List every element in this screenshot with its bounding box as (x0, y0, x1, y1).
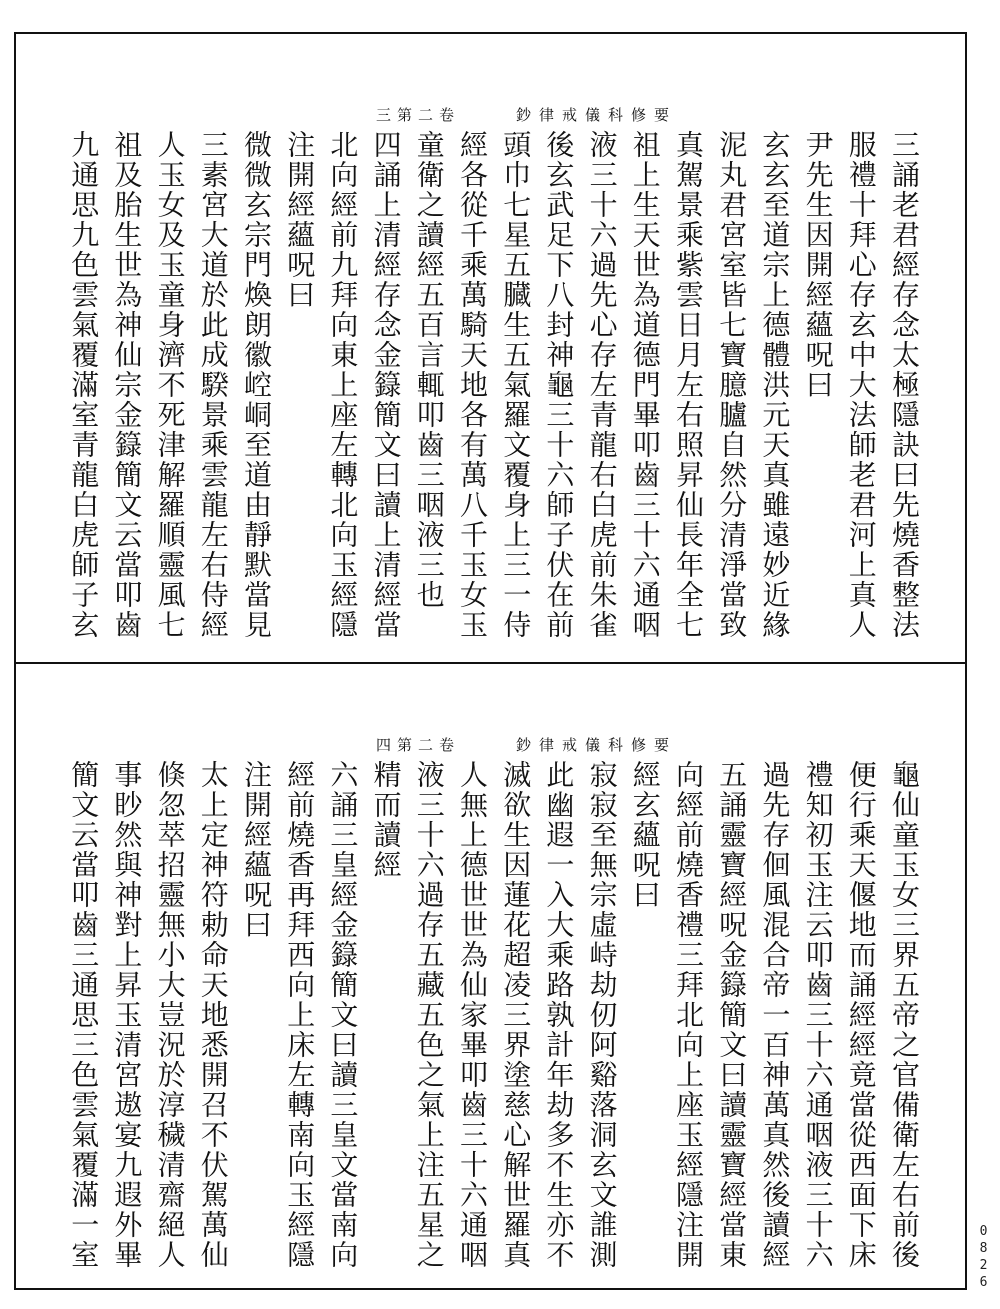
text-column: 禮知初玉注云叩齒三十六通咽液三十六 (801, 760, 835, 1270)
text-column: 經前燒香再拜西向上床左轉南向玉經隱 (283, 760, 317, 1270)
text-column: 液三十六過存五藏五色之氣上注五星之 (412, 760, 446, 1270)
top-text-columns (16, 130, 965, 648)
text-column: 童衛之讀經五百言輒叩齒三咽液三也 (412, 130, 446, 610)
text-column: 九通思九色雲氣覆滿室青龍白虎師子玄 (67, 130, 101, 640)
text-column: 尹先生因開經蘊呪曰 (801, 130, 835, 400)
bottom-text-columns (16, 760, 965, 1274)
text-column: 祖及胎生世為神仙宗金籙簡文云當叩齒 (110, 130, 144, 640)
text-column: 龜仙童玉女三界五帝之官備衛左右前後 (888, 760, 921, 1270)
bottom-header-title: 要修科儀戒律鈔 (516, 736, 678, 754)
text-column: 六誦三皇經金籙簡文曰讀三皇文當南向 (326, 760, 360, 1270)
text-column: 過先存佪風混合帝一百神萬真然後讀經 (758, 760, 792, 1270)
text-column: 頭巾七星五臓生五氣羅文覆身上三一侍 (499, 130, 533, 640)
text-column: 四誦上清經存念金籙簡文曰讀上清經當 (369, 130, 403, 640)
text-column: 人玉女及玉童身濟不死津解羅順靈風七 (153, 130, 187, 640)
text-column: 後玄武足下八封神龜三十六師子伏在前 (542, 130, 576, 640)
top-header-title: 要修科儀戒律鈔 (516, 106, 678, 124)
text-column: 便行乘天偃地而誦經經竟當從西面下床 (844, 760, 878, 1270)
text-column: 寂寂至無宗虛峙劫仞阿谿落洞玄文誰測 (585, 760, 619, 1270)
text-column: 服禮十拜心存玄中大法師老君河上真人 (844, 130, 878, 640)
text-column: 此幽遐一入大乘路孰計年劫多不生亦不 (542, 760, 576, 1270)
text-column: 微微玄宗門煥朗徽崆峒至道由靜默當見 (240, 130, 273, 640)
text-column: 泥丸君宮室皆七寶臆臚自然分清淨當致 (715, 130, 749, 640)
text-column: 真駕景乘紫雲日月左右照昇仙長年全七 (672, 130, 705, 640)
text-column: 簡文云當叩齒三通思三色雲氣覆滿一室 (67, 760, 101, 1270)
bottom-page-panel (14, 662, 967, 1290)
text-column: 北向經前九拜向東上座左轉北向玉經隱 (326, 130, 360, 640)
text-column: 向經前燒香禮三拜北向上座玉經隱注開 (672, 760, 705, 1270)
text-column: 三誦老君經存念太極隱訣曰先燒香整法 (888, 130, 921, 640)
text-column: 太上定神符勅命天地悉開召不伏駕萬仙 (196, 760, 230, 1270)
text-column: 經玄蘊呪曰 (628, 760, 662, 910)
text-column: 三素宮大道於此成騤景乘雲龍左右侍經 (196, 130, 230, 640)
top-page-panel (14, 32, 967, 664)
text-column: 經各從千乘萬騎天地各有萬八千玉女玉 (456, 130, 489, 640)
text-column: 祖上生天世為道德門畢叩齒三十六通咽 (628, 130, 662, 640)
text-column: 五誦靈寶經呪金籙簡文曰讀靈寶經當東 (715, 760, 749, 1270)
text-column: 精而讀經 (369, 760, 403, 880)
text-column: 液三十六過先心存左青龍右白虎前朱雀 (585, 130, 619, 640)
text-column: 滅欲生因蓮花超凌三界塗慈心解世羅真 (499, 760, 533, 1270)
text-column: 倏忽萃招靈無小大豈況於淳穢清齋絕人 (153, 760, 187, 1270)
page-number: 0826 (976, 1224, 991, 1292)
top-header-volume: 卷二第三 (376, 106, 461, 124)
text-column: 事眇然與神對上昇玉清宮遨宴九遐外畢 (110, 760, 144, 1270)
text-column: 人無上德世世為仙家畢叩齒三十六通咽 (456, 760, 489, 1270)
text-column: 注開經蘊呪曰 (283, 130, 317, 310)
bottom-header-volume: 卷二第四 (376, 736, 461, 754)
text-column: 玄玄至道宗上德體洪元天真雖遠妙近緣 (758, 130, 792, 640)
text-column: 注開經蘊呪曰 (240, 760, 273, 940)
